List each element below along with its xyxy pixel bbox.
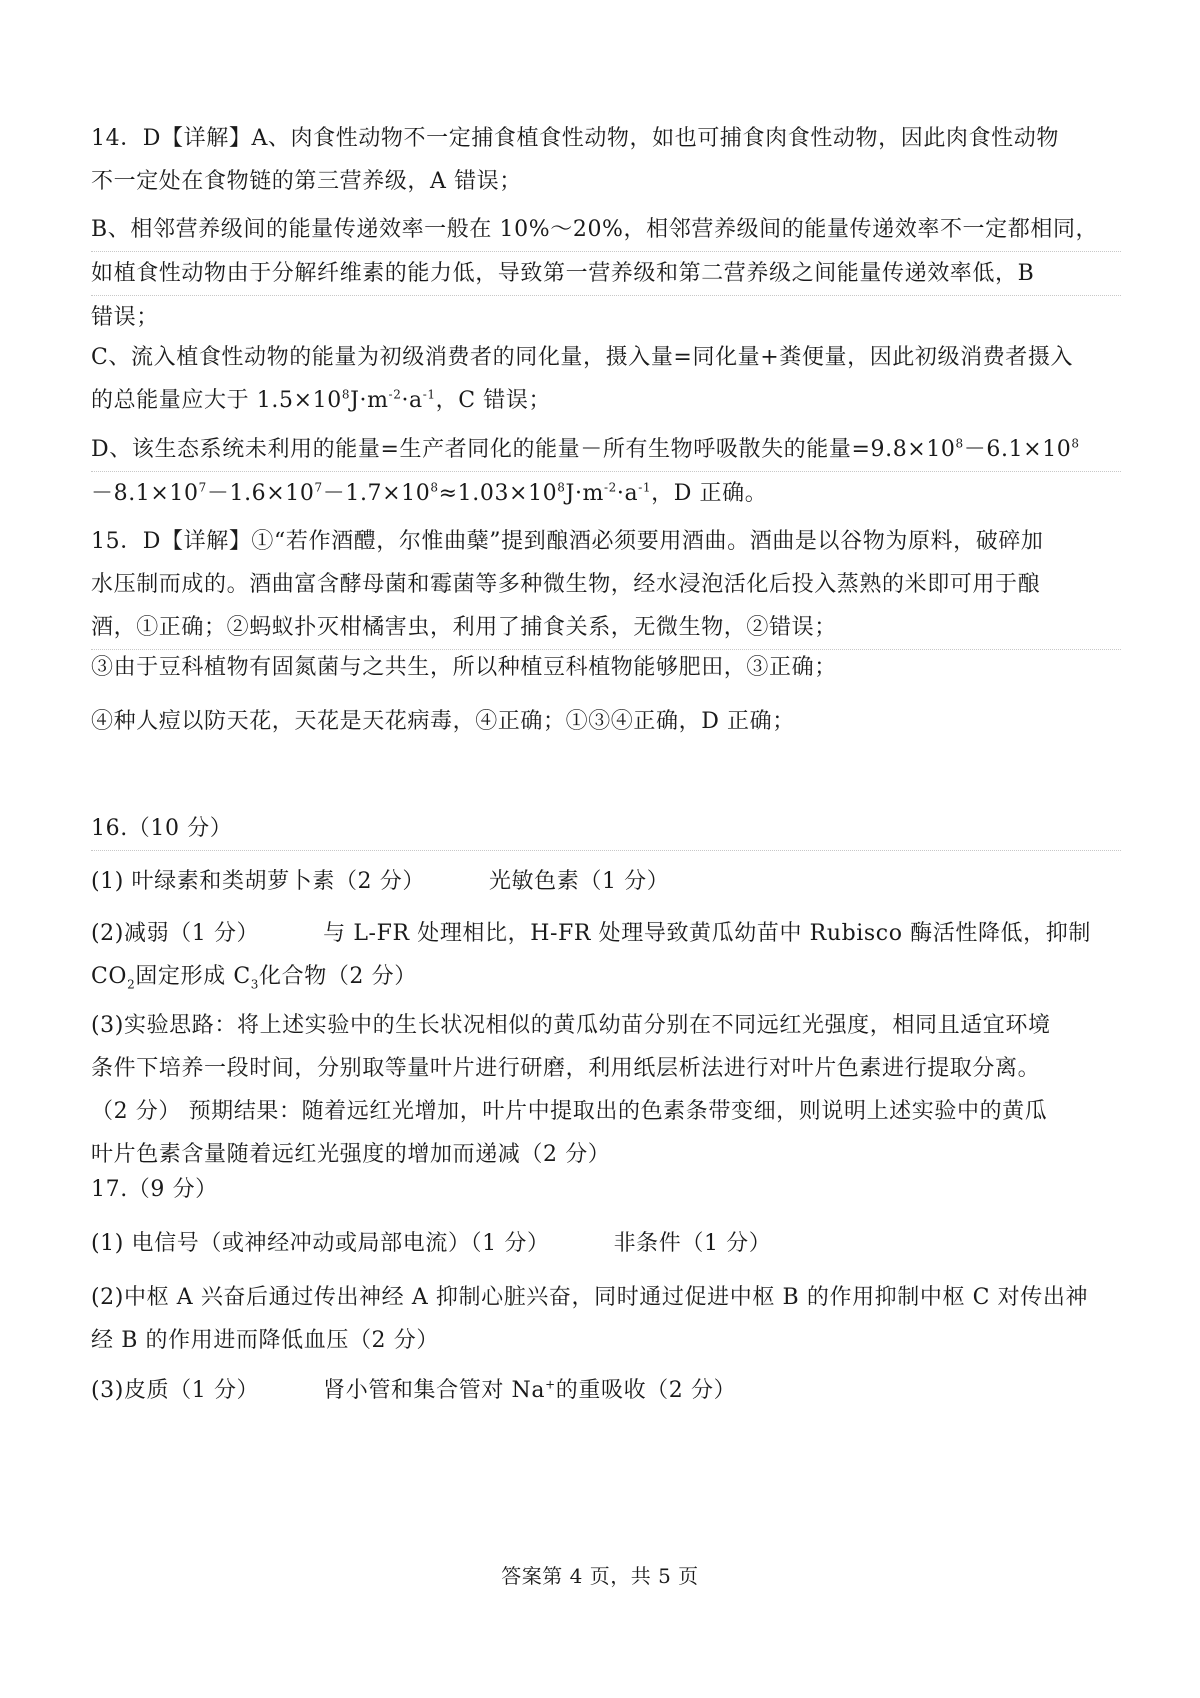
q16-part2 — [91, 912, 1121, 998]
q17-p3-b: 肾小管和集合管对 Na+的重吸收（2 分） — [323, 1377, 737, 1403]
q14-option-a — [91, 117, 1121, 203]
q17-p2-line2: 经 B 的作用进而降低血压（2 分） — [91, 1328, 439, 1353]
q14-c-line1: C、流入植食性动物的能量为初级消费者的同化量，摄入量=同化量+粪便量，因此初级消费者摄入 — [91, 345, 1074, 370]
q15-line2: 水压制而成的。酒曲富含酵母菌和霉菌等多种微生物，经水浸泡活化后投入蒸熟的米即可用于酿 — [91, 572, 1041, 597]
q17-p2-line1: (2)中枢 A 兴奋后通过传出神经 A 抑制心脏兴奋，同时通过促进中枢 B 的作用抑制中枢 C 对传出神 — [91, 1285, 1089, 1310]
q15-line3: 酒，①正确；②蚂蚁扑灭柑橘害虫，利用了捕食关系，无微生物，②错误； — [91, 606, 1121, 650]
q14-b-line3: 错误； — [91, 305, 159, 330]
q14-a-line2: 不一定处在食物链的第三营养级，A 错误； — [91, 169, 522, 194]
q15-line5: ④种人痘以防天花，天花是天花病毒，④正确；①③④正确，D 正确； — [91, 709, 795, 734]
q16-p3-line4: 叶片色素含量随着远红光强度的增加而递减（2 分） — [91, 1142, 611, 1167]
q15-answer — [91, 520, 1121, 650]
q17-p3-a: (3)皮质（1 分） — [91, 1378, 260, 1403]
q14-a-line1: A、肉食性动物不一定捕食植食性动物，如也可捕食肉食性动物，因此肉食性动物 — [251, 126, 1059, 151]
q14-c-line2: 的总能量应大于 $1.5\times 10^8J\cdot m^{-2}\cdot a^{-1}$，C 错误； — [91, 387, 552, 413]
q16-p3-line2: 条件下培养一段时间，分别取等量叶片进行研磨，利用纸层析法进行对叶片色素进行提取分离。 — [91, 1056, 1041, 1081]
q16-part3 — [91, 1004, 1121, 1176]
q17-part2 — [91, 1276, 1121, 1362]
q16-p3-line3: （2 分） 预期结果：随着远红光增加，叶片中提取出的色素条带变细，则说明上述实验中的黄瓜 — [91, 1099, 1048, 1124]
q14-option-c — [91, 336, 1121, 422]
q17-header-block — [91, 1168, 1121, 1211]
q15-line5-block — [91, 700, 1121, 743]
q17-p1-b: 非条件（1 分） — [613, 1231, 772, 1256]
q16-p1-b: 光敏色素（1 分） — [488, 869, 670, 894]
q16-header-block — [91, 807, 1121, 851]
q14-d-line2: $-8.1\times 10^7-1.6\times 10^7-1.7\times 10^8\approx 1.03\times 10^8J\cdot m^{-2}\cdot a^{-1}$，D 正确。 — [91, 480, 768, 506]
q14-d-line1: D、该生态系统未利用的能量=生产者同化的能量－所有生物呼吸散失的能量$=9.8\times 10^8-6.1\times 10^8$ — [91, 428, 1121, 472]
page-footer: 答案第 4 页，共 5 页 — [501, 1564, 699, 1588]
q16-header: 16.（10 分） — [91, 807, 1121, 851]
q14-b-line2: 如植食性动物由于分解纤维素的能力低，导致第一营养级和第二营养级之间能量传递效率低，B — [91, 252, 1121, 296]
q14-label: 14．D【详解】 — [91, 126, 252, 151]
q17-part3 — [91, 1369, 1121, 1412]
q16-p2-c: $CO_2$固定形成 $C_3$化合物（2 分） — [91, 964, 417, 992]
q16-p3-line1: (3)实验思路：将上述实验中的生长状况相似的黄瓜幼苗分别在不同远红光强度，相同且适宜环境 — [91, 1013, 1051, 1038]
q17-header: 17.（9 分） — [91, 1177, 218, 1202]
q16-part1 — [91, 860, 1121, 903]
q15-line1: 15．D【详解】①“若作酒醴，尔惟曲蘖”提到酿酒必须要用酒曲。酒曲是以谷物为原料，破碎加 — [91, 529, 1044, 554]
q16-p1-a: (1) 叶绿素和类胡萝卜素（2 分） — [91, 869, 425, 894]
q15-line4: ③由于豆科植物有固氮菌与之共生，所以种植豆科植物能够肥田，③正确； — [91, 655, 837, 680]
q17-part1 — [91, 1222, 1121, 1265]
q15-line4-block — [91, 646, 1121, 689]
q17-p1-a: (1) 电信号（或神经冲动或局部电流）（1 分） — [91, 1231, 550, 1256]
q16-p2-a: (2)减弱（1 分） — [91, 921, 260, 946]
q16-p2-b: 与 L-FR 处理相比，H-FR 处理导致黄瓜幼苗中 Rubisco 酶活性降低，抑制 — [323, 921, 1091, 946]
q14-option-b — [91, 208, 1121, 339]
q14-b-line1: B、相邻营养级间的能量传递效率一般在 10%～20%，相邻营养级间的能量传递效率不一定都相同， — [91, 208, 1121, 252]
q14-option-d — [91, 428, 1121, 515]
